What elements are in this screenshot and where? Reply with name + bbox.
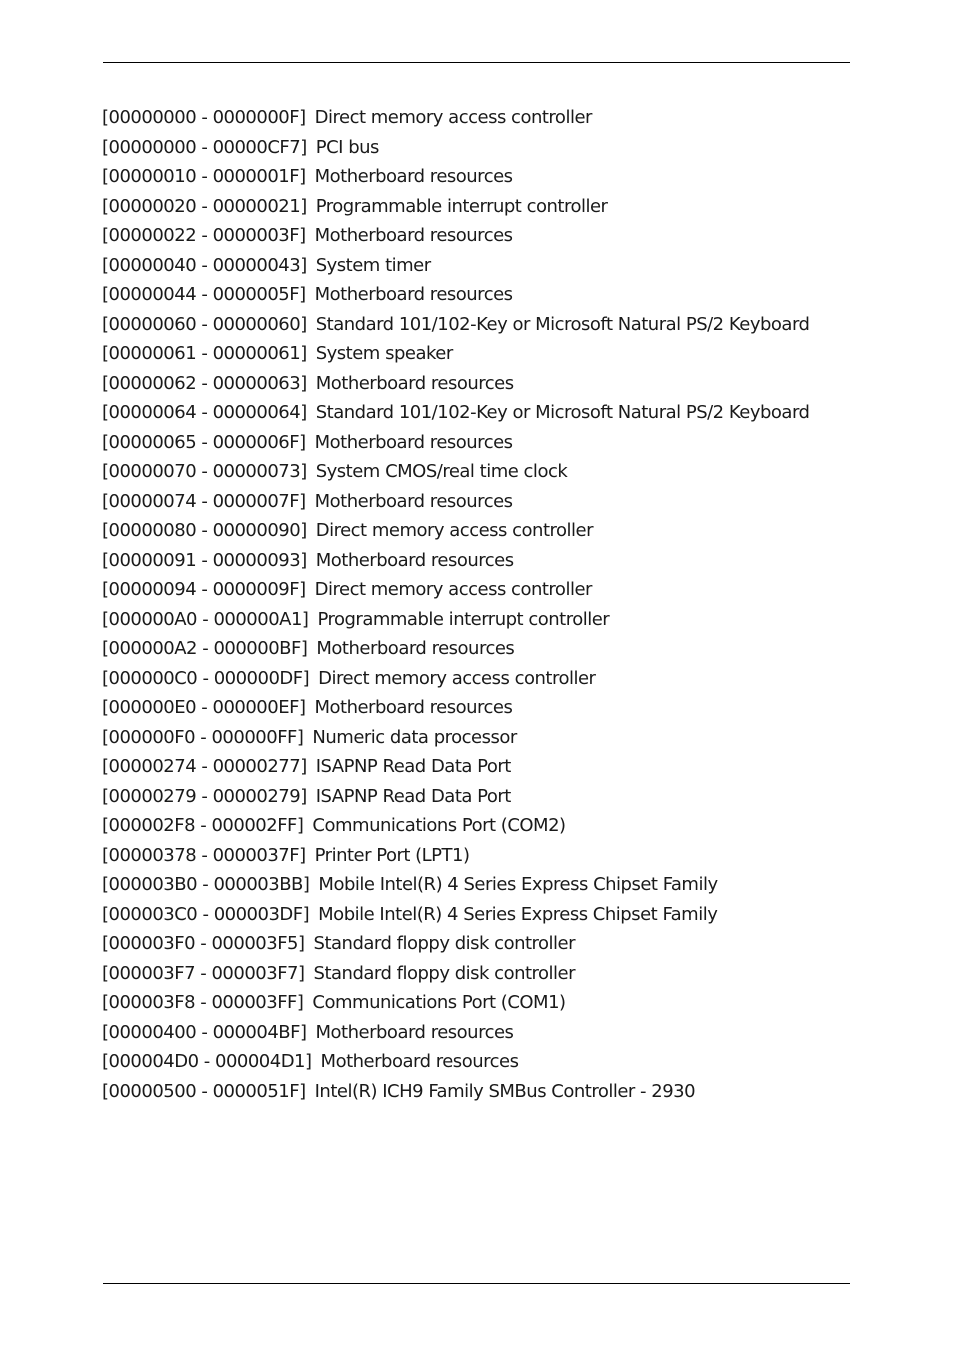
header-rule — [103, 62, 850, 63]
resource-row — [102, 221, 862, 251]
resource-row — [102, 693, 862, 723]
device-name: ISAPNP Read Data Port — [315, 756, 511, 777]
footer-rule — [103, 1283, 850, 1284]
io-range: [000000F0 - 000000FF] — [102, 726, 304, 748]
resource-row — [102, 516, 862, 546]
resource-row — [102, 310, 862, 340]
io-range: [00000065 - 0000006F] — [102, 431, 306, 453]
device-name: Standard 101/102-Key or Microsoft Natural PS/2 Keyboard — [315, 402, 810, 423]
resource-row — [102, 664, 862, 694]
io-resource-list — [102, 103, 862, 1106]
io-range: [000003C0 - 000003DF] — [102, 903, 310, 925]
resource-row — [102, 811, 862, 841]
device-name: ISAPNP Read Data Port — [315, 785, 511, 807]
resource-row — [102, 103, 862, 133]
io-range: [00000000 - 00000CF7] — [102, 136, 307, 158]
io-range: [00000400 - 000004BF] — [102, 1021, 307, 1043]
io-range: [000003F7 - 000003F7] — [102, 962, 305, 984]
io-range: [00000060 - 00000060] — [102, 313, 307, 335]
resource-row — [102, 457, 862, 487]
resource-row — [102, 929, 862, 959]
device-name: Mobile Intel(R) 4 Series Express Chipset Family — [318, 874, 718, 895]
resource-row — [102, 133, 862, 163]
io-range: [00000010 - 0000001F] — [102, 166, 306, 187]
io-range: [00000074 - 0000007F] — [102, 490, 306, 512]
device-name: Standard floppy disk controller — [313, 933, 576, 954]
io-range: [00000064 - 00000064] — [102, 402, 307, 423]
device-name: Direct memory access controller — [318, 667, 596, 689]
io-range: [00000062 - 00000063] — [102, 372, 307, 394]
resource-row — [102, 546, 862, 576]
io-range: [00000378 - 0000037F] — [102, 844, 306, 866]
io-range: [00000020 - 00000021] — [102, 195, 307, 217]
io-range: [00000279 - 00000279] — [102, 785, 307, 807]
device-name: Motherboard resources — [314, 166, 513, 187]
device-name: Motherboard resources — [314, 697, 513, 718]
resource-row — [102, 782, 862, 812]
io-range: [00000022 - 0000003F] — [102, 225, 306, 246]
io-range: [000000A2 - 000000BF] — [102, 638, 308, 659]
io-range: [000004D0 - 000004D1] — [102, 1051, 312, 1072]
io-range: [00000040 - 00000043] — [102, 254, 307, 276]
device-name: Programmable interrupt controller — [317, 608, 610, 630]
io-range: [00000080 - 00000090] — [102, 520, 307, 541]
device-name: Printer Port (LPT1) — [314, 844, 470, 866]
device-name: Communications Port (COM2) — [312, 815, 566, 836]
resource-row — [102, 1018, 862, 1048]
resource-row — [102, 1077, 862, 1107]
io-range: [000000C0 - 000000DF] — [102, 667, 310, 689]
io-range: [00000070 - 00000073] — [102, 461, 307, 482]
resource-row — [102, 870, 862, 900]
io-range: [000003F0 - 000003F5] — [102, 933, 305, 954]
device-name: Direct memory access controller — [314, 579, 592, 600]
resource-row — [102, 900, 862, 930]
resource-row — [102, 634, 862, 664]
device-name: Motherboard resources — [315, 1021, 514, 1043]
device-name: Motherboard resources — [315, 372, 514, 394]
device-name: Standard floppy disk controller — [313, 962, 576, 984]
io-range: [00000000 - 0000000F] — [102, 107, 306, 128]
resource-row — [102, 752, 862, 782]
io-range: [000000A0 - 000000A1] — [102, 608, 309, 630]
device-name: Communications Port (COM1) — [312, 992, 566, 1013]
resource-row — [102, 428, 862, 458]
io-range: [000000E0 - 000000EF] — [102, 697, 306, 718]
resource-row — [102, 487, 862, 517]
resource-row — [102, 339, 862, 369]
device-name: Motherboard resources — [316, 638, 515, 659]
device-name: Standard 101/102-Key or Microsoft Natural PS/2 Keyboard — [315, 313, 810, 335]
resource-row — [102, 369, 862, 399]
device-name: Numeric data processor — [312, 726, 517, 748]
io-range: [000003B0 - 000003BB] — [102, 874, 310, 895]
device-name: System CMOS/real time clock — [315, 461, 568, 482]
resource-row — [102, 959, 862, 989]
device-name: Motherboard resources — [314, 431, 513, 453]
resource-row — [102, 162, 862, 192]
io-range: [00000061 - 00000061] — [102, 343, 307, 364]
device-name: Motherboard resources — [314, 490, 513, 512]
device-name: Motherboard resources — [315, 549, 514, 571]
device-name: Motherboard resources — [314, 225, 513, 246]
resource-row — [102, 723, 862, 753]
device-name: Intel(R) ICH9 Family SMBus Controller - 2930 — [314, 1080, 696, 1102]
device-name: Mobile Intel(R) 4 Series Express Chipset Family — [318, 903, 718, 925]
resource-row — [102, 841, 862, 871]
device-name: Direct memory access controller — [314, 107, 592, 128]
resource-row — [102, 398, 862, 428]
io-range: [00000044 - 0000005F] — [102, 284, 306, 305]
io-range: [000003F8 - 000003FF] — [102, 992, 304, 1013]
io-range: [000002F8 - 000002FF] — [102, 815, 304, 836]
device-name: System speaker — [315, 343, 453, 364]
resource-row — [102, 251, 862, 281]
device-name: Direct memory access controller — [315, 520, 594, 541]
resource-row — [102, 1047, 862, 1077]
io-range: [00000091 - 00000093] — [102, 549, 307, 571]
resource-row — [102, 575, 862, 605]
io-range: [00000094 - 0000009F] — [102, 579, 306, 600]
device-name: Motherboard resources — [320, 1051, 519, 1072]
resource-row — [102, 988, 862, 1018]
device-name: Motherboard resources — [314, 284, 513, 305]
device-name: System timer — [315, 254, 431, 276]
io-range: [00000274 - 00000277] — [102, 756, 307, 777]
resource-row — [102, 280, 862, 310]
device-name: PCI bus — [315, 136, 379, 158]
device-name: Programmable interrupt controller — [315, 195, 608, 217]
resource-row — [102, 605, 862, 635]
io-range: [00000500 - 0000051F] — [102, 1080, 306, 1102]
resource-row — [102, 192, 862, 222]
